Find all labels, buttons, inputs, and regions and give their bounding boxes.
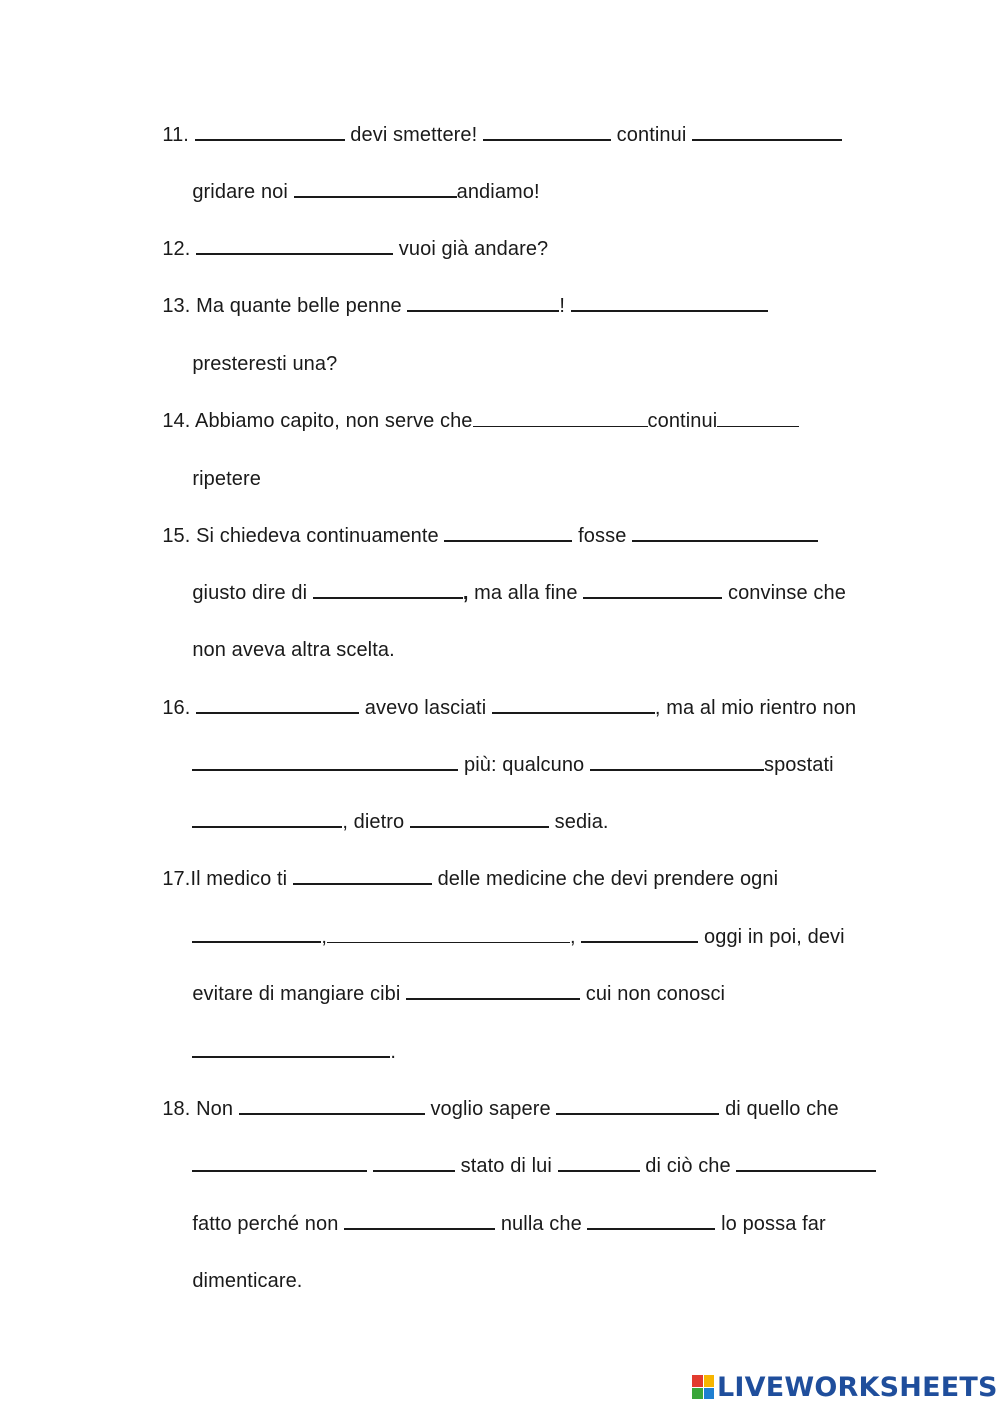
answer-blank[interactable] (632, 526, 818, 542)
item-text: ! (559, 295, 566, 317)
item-15-line-3 (181, 614, 395, 662)
item-text: non aveva altra scelta. (192, 639, 395, 661)
answer-blank[interactable] (406, 984, 580, 1000)
item-text: ma alla fine (474, 582, 578, 604)
item-text: fosse (578, 525, 627, 547)
item-text: Il medico ti (190, 868, 288, 890)
item-16-line-1 (151, 672, 856, 720)
item-text: giusto dire di (192, 582, 308, 604)
item-number: 15. (162, 525, 191, 547)
answer-blank[interactable] (192, 1042, 390, 1058)
answer-blank[interactable] (407, 296, 559, 312)
answer-blank[interactable] (717, 411, 799, 427)
item-number: 12. (162, 238, 191, 260)
item-17-line-3 (181, 958, 725, 1006)
item-14-line-1 (151, 385, 799, 433)
item-text: delle medicine che devi prendere ogni (437, 868, 779, 890)
item-18-line-3 (181, 1188, 826, 1236)
item-17-line-1 (151, 843, 778, 891)
liveworksheets-logo (692, 1372, 998, 1402)
answer-blank[interactable] (192, 927, 321, 943)
item-text: spostati (763, 754, 834, 776)
item-text: evitare di mangiare cibi (192, 983, 401, 1005)
item-text: continui (616, 124, 687, 146)
answer-blank[interactable] (590, 755, 764, 771)
item-text: stato di lui (460, 1155, 552, 1177)
answer-blank[interactable] (736, 1156, 876, 1172)
item-text: presteresti una? (192, 353, 338, 375)
answer-blank[interactable] (581, 927, 698, 943)
answer-blank[interactable] (196, 239, 393, 255)
item-number: 17. (162, 868, 191, 890)
answer-blank[interactable] (444, 526, 572, 542)
item-text: ripetere (192, 468, 261, 490)
item-18-line-1 (151, 1073, 839, 1121)
item-text: , (462, 582, 469, 604)
item-15-line-2 (181, 557, 846, 605)
item-text: nulla che (500, 1213, 582, 1235)
item-text: , (570, 926, 576, 948)
item-number: 11. (162, 124, 189, 146)
answer-blank[interactable] (192, 755, 458, 771)
item-text: di ciò che (645, 1155, 731, 1177)
item-text: Abbiamo capito, non serve che (195, 410, 473, 432)
item-14-line-2 (181, 443, 261, 491)
answer-blank[interactable] (192, 812, 342, 828)
item-text: . (390, 1041, 396, 1063)
item-11-line-2 (181, 156, 540, 204)
item-text: lo possa far (721, 1213, 826, 1235)
item-text: avevo lasciati (364, 697, 487, 719)
answer-blank[interactable] (556, 1099, 719, 1115)
item-text: oggi in poi, devi (704, 926, 845, 948)
item-text: andiamo! (456, 181, 540, 203)
item-text: convinse che (727, 582, 846, 604)
item-13-line-1 (151, 270, 768, 318)
item-text: Non (196, 1098, 234, 1120)
item-18-line-4 (181, 1245, 302, 1293)
item-text: , (321, 926, 327, 948)
item-15-line-1 (151, 500, 818, 548)
item-18-line-2 (181, 1130, 876, 1178)
item-text: cui non conosci (585, 983, 726, 1005)
item-text: voglio sapere (430, 1098, 551, 1120)
item-text: Ma quante belle penne (196, 295, 402, 317)
answer-blank[interactable] (473, 411, 648, 427)
item-16-line-2 (181, 729, 834, 777)
answer-blank[interactable] (192, 1156, 367, 1172)
item-text: vuoi già andare? (398, 238, 549, 260)
item-text: , dietro (342, 811, 405, 833)
item-number: 16. (162, 697, 191, 719)
answer-blank[interactable] (344, 1214, 495, 1230)
liveworksheets-logo-icon (692, 1375, 714, 1399)
answer-blank[interactable] (373, 1156, 455, 1172)
item-17-line-2 (181, 901, 845, 949)
liveworksheets-logo-text: LIVEWORKSHEETS (717, 1371, 998, 1403)
item-text: di quello che (725, 1098, 839, 1120)
item-number: 13. (162, 295, 191, 317)
answer-blank[interactable] (294, 182, 457, 198)
answer-blank[interactable] (558, 1156, 640, 1172)
answer-blank[interactable] (583, 583, 722, 599)
answer-blank[interactable] (587, 1214, 715, 1230)
item-text: gridare noi (192, 181, 288, 203)
answer-blank[interactable] (483, 125, 611, 141)
answer-blank[interactable] (313, 583, 463, 599)
item-text: Si chiedeva continuamente (196, 525, 439, 547)
answer-blank[interactable] (692, 125, 842, 141)
item-text: fatto perché non (192, 1213, 339, 1235)
answer-blank[interactable] (571, 296, 768, 312)
item-number: 14. (162, 410, 191, 432)
item-12-line-1 (151, 213, 548, 261)
answer-blank[interactable] (410, 812, 549, 828)
item-text: devi smettere! (350, 124, 478, 146)
item-text: continui (647, 410, 718, 432)
answer-blank[interactable] (195, 125, 345, 141)
item-16-line-3 (181, 786, 609, 834)
item-13-line-2 (181, 328, 337, 376)
answer-blank[interactable] (293, 869, 432, 885)
item-17-line-4 (181, 1016, 396, 1064)
item-text: , ma al mio rientro non (654, 697, 857, 719)
answer-blank[interactable] (196, 698, 359, 714)
answer-blank[interactable] (327, 927, 570, 943)
answer-blank[interactable] (492, 698, 655, 714)
item-text: sedia. (554, 811, 609, 833)
item-11-line-1 (151, 99, 842, 147)
item-text: più: qualcuno (464, 754, 585, 776)
item-text: dimenticare. (192, 1270, 303, 1292)
answer-blank[interactable] (239, 1099, 425, 1115)
item-number: 18. (162, 1098, 191, 1120)
